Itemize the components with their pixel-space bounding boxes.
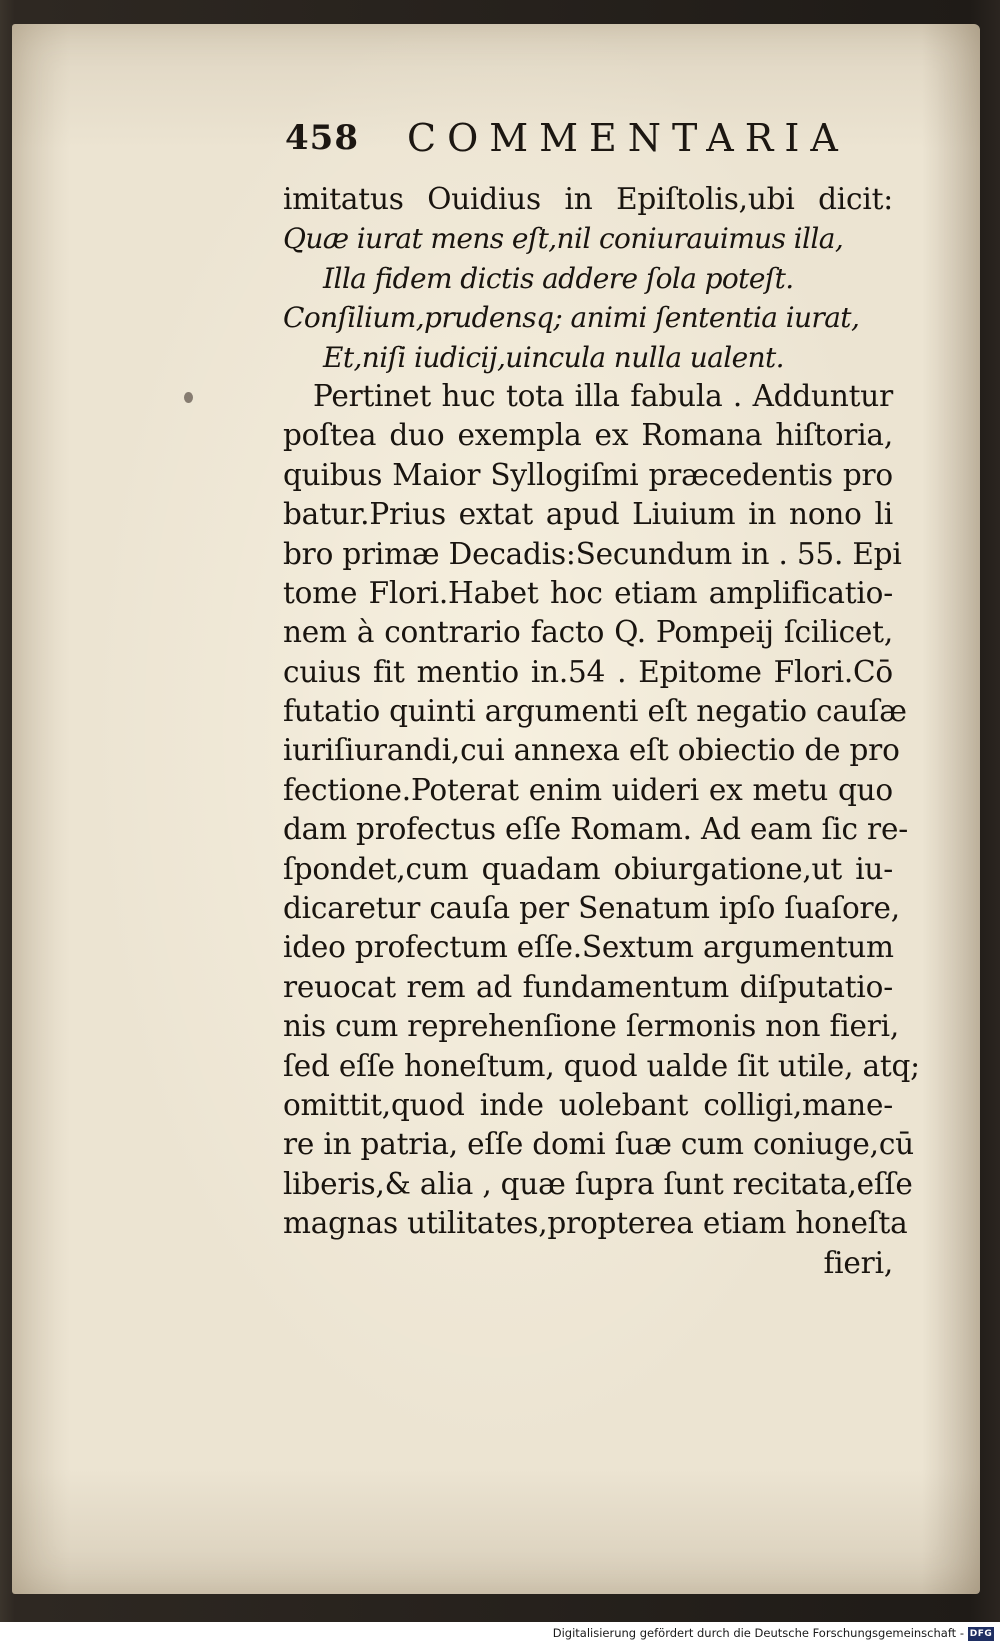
text-line: ſpondet,cum quadam obiurgatione,ut iu- — [283, 851, 893, 886]
page-number: 458 — [285, 118, 359, 158]
ink-spot — [184, 392, 193, 403]
text-line: re in patria, eſſe domi ſuæ cum coniuge,cū — [283, 1127, 914, 1162]
funding-credit: Digitalisierung gefördert durch die Deutsche Forschungsgemeinschaft - — [552, 1626, 964, 1640]
text-line: poſtea duo exempla ex Romana hiſtoria, — [283, 418, 893, 453]
text-line: liberis,& alia , quæ ſupra ſunt recitata,eſſe — [283, 1166, 913, 1201]
text-line: fieri, — [823, 1245, 893, 1280]
running-head — [285, 112, 849, 172]
text-line: ſed eſſe honeſtum, quod ualde ſit utile, atq; — [283, 1048, 920, 1083]
text-line: bro primæ Decadis:Secundum in . 55. Epi — [283, 536, 902, 571]
footer-bar — [0, 1622, 1000, 1648]
text-line: fectione.Poterat enim uideri ex metu quo — [283, 772, 893, 807]
text-line: nem à contrario facto Q. Pompeij ſcilicet, — [283, 615, 893, 650]
text-line: imitatus Ouidius in Epiſtolis,ubi dicit: — [283, 182, 893, 216]
dfg-logo: DFG — [969, 1629, 993, 1639]
text-line: Pertinet huc tota illa fabula . Adduntur — [313, 378, 893, 413]
text-line: nis cum reprehenſione ſermonis non fieri, — [283, 1009, 900, 1044]
text-line: quibus Maior Syllogiſmi præcedentis pro — [283, 457, 893, 492]
verse-line: Quæ iurat mens eſt,nil coniurauimus illa, — [283, 222, 844, 256]
text-line: batur.Prius extat apud Liuium in nono li — [283, 497, 893, 532]
running-title: COMMENTARIA — [407, 116, 849, 160]
text-line: dam profectus eſſe Romam. Ad eam ſic re- — [283, 812, 908, 847]
text-line: dicaretur cauſa per Senatum ipſo ſuaſore, — [283, 891, 900, 926]
body-text — [283, 180, 920, 1283]
text-line: iuriſiurandi,cui annexa eſt obiectio de pro — [283, 733, 900, 768]
verse-line: Conſilium,prudensq; animi ſententia iurat, — [283, 301, 860, 335]
text-line: futatio quinti argumenti eſt negatio cauſæ — [283, 694, 907, 729]
text-line: ideo profectum eſſe.Sextum argumentum — [283, 930, 894, 965]
verse-line: Illa fidem dictis addere ſola poteſt. — [323, 261, 794, 295]
text-line: tome Flori.Habet hoc etiam amplificatio- — [283, 575, 893, 610]
text-line: magnas utilitates,propterea etiam honeſta — [283, 1206, 908, 1241]
text-line: reuocat rem ad fundamentum diſputatio- — [283, 969, 893, 1004]
text-line: omittit,quod inde uolebant colligi,mane- — [283, 1087, 893, 1122]
text-line: cuius fit mentio in.54 . Epitome Flori.Cō — [283, 654, 893, 689]
verse-line: Et,niſi iudicij,uincula nulla ualent. — [323, 340, 784, 374]
